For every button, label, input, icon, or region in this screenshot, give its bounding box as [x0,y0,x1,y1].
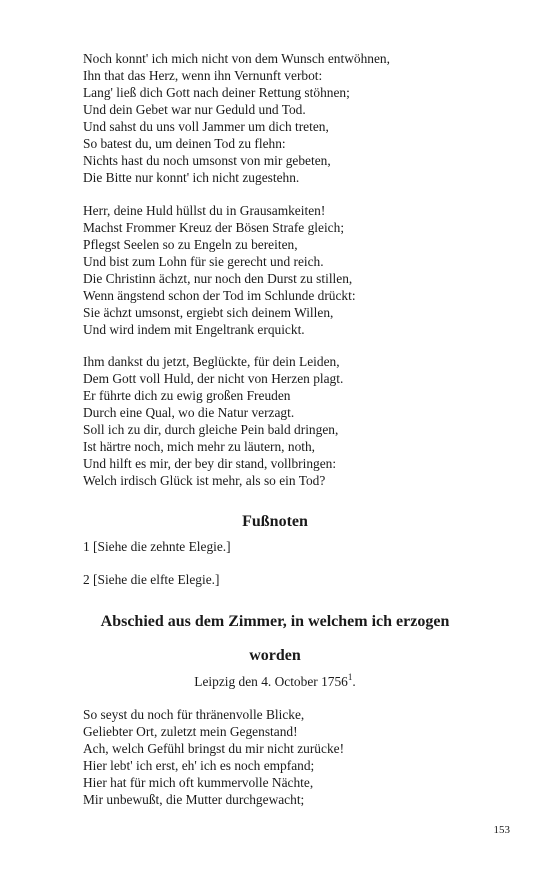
dateline [0,673,550,690]
poem-title-line-2: worden [249,647,301,664]
footnote-2: 2 [Siehe die elfte Elegie.] [83,572,220,587]
dateline-text: Leipzig den 4. October 1756 [194,674,348,689]
verse-line: Er führte dich zu ewig großen Freuden [83,388,291,403]
verse-line: Und hilft es mir, der bey dir stand, vollbringen: [83,456,337,471]
stanza-1 [83,50,513,186]
verse-line: Sie ächzt umsonst, ergiebt sich deinem Willen, [83,305,334,320]
verse-line: So batest du, um deinen Tod zu flehn: [83,136,286,151]
footnote-1: 1 [Siehe die zehnte Elegie.] [83,539,231,554]
stanza-2 [83,202,513,338]
verse-line: Welch irdisch Glück ist mehr, als so ein Tod? [83,473,326,488]
verse-line: Soll ich zu dir, durch gleiche Pein bald dringen, [83,422,339,437]
verse-line: Und sahst du uns voll Jammer um dich treten, [83,119,329,134]
verse-line: Und bist zum Lohn für sie gerecht und reich. [83,254,324,269]
verse-line: Ihn that das Herz, wenn ihn Vernunft verbot: [83,68,323,83]
page-number: 153 [493,824,510,836]
dateline-period: . [352,674,356,689]
verse-line: So seyst du noch für thränenvolle Blicke, [83,707,305,722]
verse-line: Geliebter Ort, zuletzt mein Gegenstand! [83,724,298,739]
verse-line: Die Bitte nur konnt' ich nicht zugestehn. [83,170,300,185]
stanza-3 [83,353,513,489]
verse-line: Ach, welch Gefühl bringst du mir nicht zurücke! [83,741,345,756]
verse-line: Hier lebt' ich erst, eh' ich es noch empfand; [83,758,315,773]
footnote-marker: 1 [347,672,353,682]
verse-line: Ihm dankst du jetzt, Beglückte, für dein Leiden, [83,354,340,369]
verse-line: Mir unbewußt, die Mutter durchgewacht; [83,792,305,807]
verse-line: Lang' ließ dich Gott nach deiner Rettung stöhnen; [83,85,350,100]
poem-2-stanza-1 [83,706,513,808]
footnotes-heading: Fußnoten [242,513,308,530]
verse-line: Machst Frommer Kreuz der Bösen Strafe gleich; [83,220,345,235]
verse-line: Dem Gott voll Huld, der nicht von Herzen plagt. [83,371,344,386]
verse-line: Und wird indem mit Engeltrank erquickt. [83,322,305,337]
verse-line: Herr, deine Huld hüllst du in Grausamkeiten! [83,203,326,218]
verse-line: Ist härtre noch, mich mehr zu läutern, noth, [83,439,316,454]
verse-line: Hier hat für mich oft kummervolle Nächte, [83,775,314,790]
verse-line: Nichts hast du noch umsonst von mir gebeten, [83,153,331,168]
verse-line: Die Christinn ächzt, nur noch den Durst zu stillen, [83,271,353,286]
verse-line: Noch konnt' ich mich nicht von dem Wunsch entwöhnen, [83,51,390,66]
verse-line: Und dein Gebet war nur Geduld und Tod. [83,102,306,117]
verse-line: Wenn ängstend schon der Tod im Schlunde drückt: [83,288,356,303]
verse-line: Durch eine Qual, wo die Natur verzagt. [83,405,295,420]
verse-line: Pflegst Seelen so zu Engeln zu bereiten, [83,237,298,252]
poem-title-line-1: Abschied aus dem Zimmer, in welchem ich erzogen [100,613,450,630]
